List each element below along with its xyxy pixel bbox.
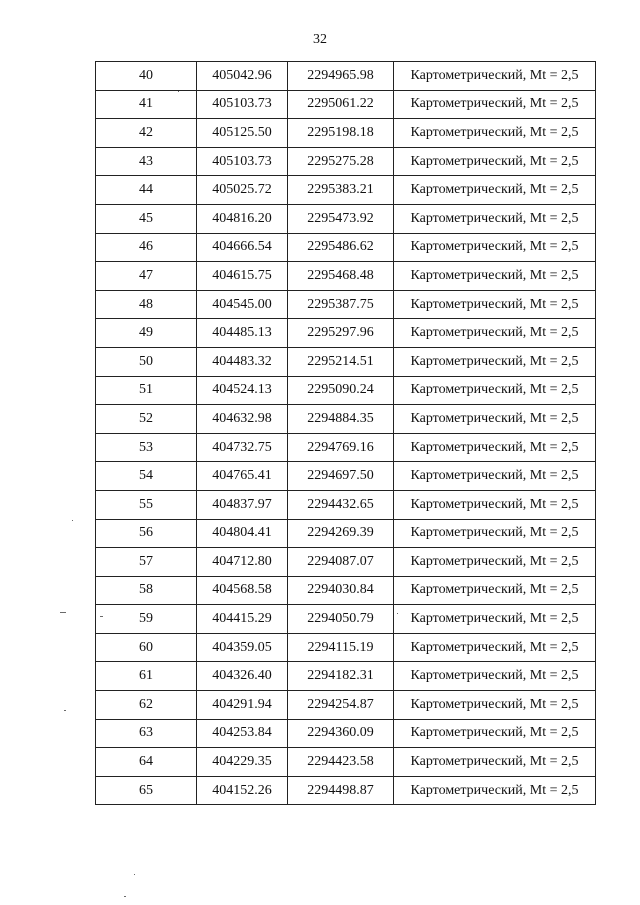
point-number-cell: 40	[96, 62, 197, 91]
x-coordinate-cell: 405125.50	[197, 119, 288, 148]
point-number-cell: 55	[96, 490, 197, 519]
method-cell: Картометрический, Mt = 2,5	[394, 119, 596, 148]
scan-speck	[134, 874, 135, 875]
table-row	[96, 462, 596, 491]
table-row	[96, 662, 596, 691]
y-coordinate-cell: 2294697.50	[288, 462, 394, 491]
scan-speck	[64, 710, 66, 711]
y-coordinate-cell: 2294269.39	[288, 519, 394, 548]
x-coordinate-cell: 404732.75	[197, 433, 288, 462]
point-number-cell: 47	[96, 262, 197, 291]
y-coordinate-cell: 2294182.31	[288, 662, 394, 691]
table-row	[96, 633, 596, 662]
x-coordinate-cell: 404545.00	[197, 290, 288, 319]
method-cell: Картометрический, Mt = 2,5	[394, 462, 596, 491]
method-cell: Картометрический, Mt = 2,5	[394, 776, 596, 805]
y-coordinate-cell: 2294423.58	[288, 748, 394, 777]
table-row	[96, 319, 596, 348]
method-cell: Картометрический, Mt = 2,5	[394, 176, 596, 205]
method-cell: Картометрический, Mt = 2,5	[394, 605, 596, 634]
x-coordinate-cell: 405025.72	[197, 176, 288, 205]
method-cell: Картометрический, Mt = 2,5	[394, 662, 596, 691]
x-coordinate-cell: 404816.20	[197, 204, 288, 233]
y-coordinate-cell: 2294884.35	[288, 405, 394, 434]
point-number-cell: 56	[96, 519, 197, 548]
method-cell: Картометрический, Mt = 2,5	[394, 376, 596, 405]
x-coordinate-cell: 405103.73	[197, 147, 288, 176]
scan-speck	[60, 612, 66, 613]
table-row	[96, 719, 596, 748]
x-coordinate-cell: 404712.80	[197, 548, 288, 577]
y-coordinate-cell: 2295061.22	[288, 90, 394, 119]
method-cell: Картометрический, Mt = 2,5	[394, 719, 596, 748]
table-row	[96, 376, 596, 405]
point-number-cell: 64	[96, 748, 197, 777]
table-row	[96, 519, 596, 548]
point-number-cell: 59	[96, 605, 197, 634]
point-number-cell: 51	[96, 376, 197, 405]
x-coordinate-cell: 405042.96	[197, 62, 288, 91]
table-row	[96, 433, 596, 462]
x-coordinate-cell: 404568.58	[197, 576, 288, 605]
y-coordinate-cell: 2295468.48	[288, 262, 394, 291]
point-number-cell: 63	[96, 719, 197, 748]
point-number-cell: 45	[96, 204, 197, 233]
method-cell: Картометрический, Mt = 2,5	[394, 548, 596, 577]
table-row	[96, 90, 596, 119]
point-number-cell: 52	[96, 405, 197, 434]
point-number-cell: 61	[96, 662, 197, 691]
x-coordinate-cell: 404359.05	[197, 633, 288, 662]
y-coordinate-cell: 2295387.75	[288, 290, 394, 319]
method-cell: Картометрический, Mt = 2,5	[394, 691, 596, 720]
scan-speck	[178, 91, 179, 92]
scan-speck	[124, 896, 126, 897]
y-coordinate-cell: 2294769.16	[288, 433, 394, 462]
point-number-cell: 53	[96, 433, 197, 462]
table-row	[96, 490, 596, 519]
table-row	[96, 119, 596, 148]
point-number-cell: 48	[96, 290, 197, 319]
table-row	[96, 233, 596, 262]
point-number-cell: 58	[96, 576, 197, 605]
y-coordinate-cell: 2294115.19	[288, 633, 394, 662]
table-row	[96, 204, 596, 233]
point-number-cell: 43	[96, 147, 197, 176]
method-cell: Картометрический, Mt = 2,5	[394, 576, 596, 605]
method-cell: Картометрический, Mt = 2,5	[394, 90, 596, 119]
method-cell: Картометрический, Mt = 2,5	[394, 319, 596, 348]
y-coordinate-cell: 2294030.84	[288, 576, 394, 605]
table-row	[96, 347, 596, 376]
point-number-cell: 42	[96, 119, 197, 148]
method-cell: Картометрический, Mt = 2,5	[394, 633, 596, 662]
table-row	[96, 290, 596, 319]
y-coordinate-cell: 2295275.28	[288, 147, 394, 176]
x-coordinate-cell: 404485.13	[197, 319, 288, 348]
y-coordinate-cell: 2295198.18	[288, 119, 394, 148]
y-coordinate-cell: 2294087.07	[288, 548, 394, 577]
method-cell: Картометрический, Mt = 2,5	[394, 262, 596, 291]
table-row	[96, 748, 596, 777]
table-row	[96, 576, 596, 605]
x-coordinate-cell: 404666.54	[197, 233, 288, 262]
x-coordinate-cell: 404326.40	[197, 662, 288, 691]
point-number-cell: 60	[96, 633, 197, 662]
y-coordinate-cell: 2295473.92	[288, 204, 394, 233]
x-coordinate-cell: 404291.94	[197, 691, 288, 720]
x-coordinate-cell: 404524.13	[197, 376, 288, 405]
method-cell: Картометрический, Mt = 2,5	[394, 519, 596, 548]
y-coordinate-cell: 2295090.24	[288, 376, 394, 405]
coordinates-table-body	[96, 62, 596, 805]
y-coordinate-cell: 2294432.65	[288, 490, 394, 519]
method-cell: Картометрический, Mt = 2,5	[394, 290, 596, 319]
method-cell: Картометрический, Mt = 2,5	[394, 233, 596, 262]
method-cell: Картометрический, Mt = 2,5	[394, 347, 596, 376]
x-coordinate-cell: 404152.26	[197, 776, 288, 805]
coordinates-table	[95, 61, 596, 805]
y-coordinate-cell: 2295297.96	[288, 319, 394, 348]
method-cell: Картометрический, Mt = 2,5	[394, 433, 596, 462]
method-cell: Картометрический, Mt = 2,5	[394, 147, 596, 176]
x-coordinate-cell: 404837.97	[197, 490, 288, 519]
method-cell: Картометрический, Mt = 2,5	[394, 490, 596, 519]
point-number-cell: 41	[96, 90, 197, 119]
x-coordinate-cell: 404229.35	[197, 748, 288, 777]
y-coordinate-cell: 2294498.87	[288, 776, 394, 805]
y-coordinate-cell: 2295486.62	[288, 233, 394, 262]
x-coordinate-cell: 404804.41	[197, 519, 288, 548]
table-row	[96, 262, 596, 291]
x-coordinate-cell: 404765.41	[197, 462, 288, 491]
y-coordinate-cell: 2295214.51	[288, 347, 394, 376]
y-coordinate-cell: 2294254.87	[288, 691, 394, 720]
table-row	[96, 147, 596, 176]
page-number: 32	[313, 32, 327, 47]
y-coordinate-cell: 2294050.79	[288, 605, 394, 634]
y-coordinate-cell: 2294965.98	[288, 62, 394, 91]
scan-speck	[100, 616, 103, 617]
x-coordinate-cell: 404483.32	[197, 347, 288, 376]
table-row	[96, 548, 596, 577]
point-number-cell: 65	[96, 776, 197, 805]
table-row	[96, 776, 596, 805]
method-cell: Картометрический, Mt = 2,5	[394, 405, 596, 434]
x-coordinate-cell: 404615.75	[197, 262, 288, 291]
x-coordinate-cell: 404415.29	[197, 605, 288, 634]
point-number-cell: 50	[96, 347, 197, 376]
x-coordinate-cell: 404632.98	[197, 405, 288, 434]
point-number-cell: 46	[96, 233, 197, 262]
scan-speck	[397, 613, 398, 614]
table-row	[96, 691, 596, 720]
y-coordinate-cell: 2294360.09	[288, 719, 394, 748]
table-row	[96, 405, 596, 434]
point-number-cell: 44	[96, 176, 197, 205]
scan-speck	[72, 520, 73, 521]
method-cell: Картометрический, Mt = 2,5	[394, 204, 596, 233]
table-row	[96, 605, 596, 634]
point-number-cell: 57	[96, 548, 197, 577]
table-row	[96, 176, 596, 205]
method-cell: Картометрический, Mt = 2,5	[394, 62, 596, 91]
point-number-cell: 49	[96, 319, 197, 348]
table-row	[96, 62, 596, 91]
point-number-cell: 54	[96, 462, 197, 491]
method-cell: Картометрический, Mt = 2,5	[394, 748, 596, 777]
x-coordinate-cell: 404253.84	[197, 719, 288, 748]
y-coordinate-cell: 2295383.21	[288, 176, 394, 205]
x-coordinate-cell: 405103.73	[197, 90, 288, 119]
point-number-cell: 62	[96, 691, 197, 720]
